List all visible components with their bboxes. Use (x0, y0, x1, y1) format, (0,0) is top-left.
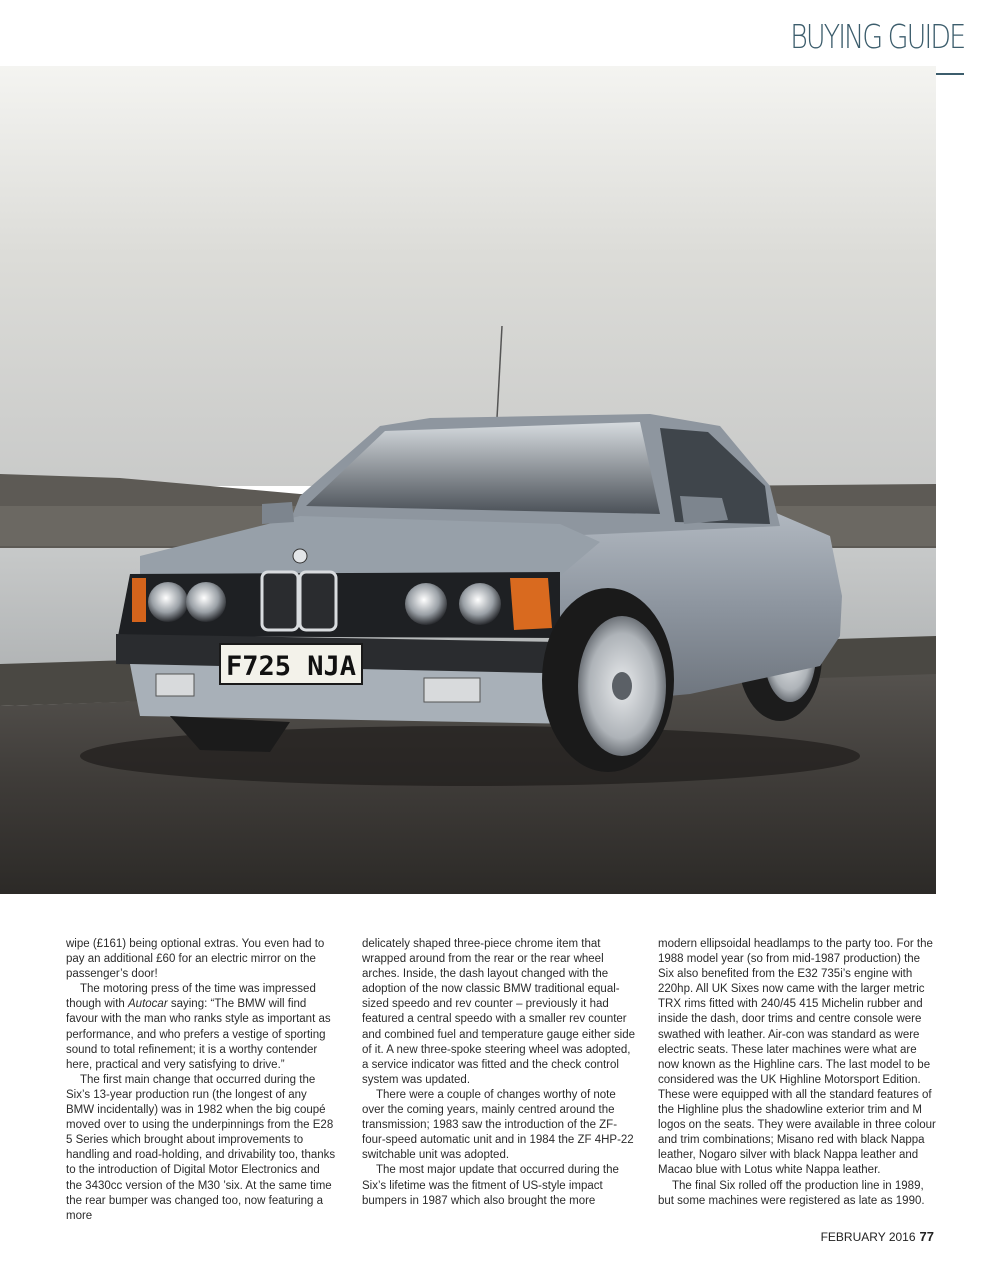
issue-date: FEBRUARY 2016 (820, 1230, 916, 1244)
paragraph: The final Six rolled off the production line in 1989, but some machines were registered as late as 1990. (658, 1179, 925, 1207)
headlamp (459, 583, 501, 625)
article-column (66, 937, 338, 1224)
paragraph: modern ellipsoidal headlamps to the party too. For the 1988 model year (so from mid-1987 production) the Six also benefited from the E32 735i’s engine with 220hp. All UK Sixes now came with the larger metric TRX rims fitted with 240/45 415 Michelin rubber and inside the dash, door trims and centre console were swathed with leather. Air-con was standard as were electric seats. These later machines were what are now known as the Highline cars. The last model to be considered was the UK Highline Motorsport Edition. These were equipped with all the standard features of the Highline plus the shadowline exterior trim and M logos on the seats. They were available in three colour and trim combinations; Misano red with black Nappa leather, Nogaro silver with black Nappa leather and Macao blue with Lotus white Nappa leather. (658, 938, 936, 1177)
kidney-grille (262, 572, 298, 630)
paragraph: The most major update that occurred during the Six’s lifetime was the fitment of US-style impact bumpers in 1987 which also brought the more (362, 1164, 619, 1207)
article-column (362, 937, 638, 1209)
headlamp (405, 583, 447, 625)
article-body (66, 937, 936, 1222)
car-photo (0, 66, 936, 894)
section-header (752, 18, 964, 56)
plate-text: F725 NJA (225, 651, 357, 682)
paragraph: The first main change that occurred during the Six’s 13-year production run (the longest of any BMW incidentally) was in 1982 when the big coupé moved over to using the underpinnings from the E28 5 Series which brought about improvements to handling and road-holding, and drivability too, thanks to the introduction of Digital Motor Electronics and the 3430cc version of the M30 ’six. At the same time the rear bumper was changed too, now featuring a more (66, 1073, 336, 1222)
paragraph: There were a couple of changes worthy of note over the coming years, mainly centred around the transmission; 1983 saw the introduction of the ZF-four-speed automatic unit and in 1984 the ZF 4HP-22 switchable unit was adopted. (362, 1088, 634, 1162)
section-title: BUYING GUIDE (790, 17, 964, 56)
bmw-badge (293, 549, 307, 563)
paragraph: wipe (£161) being optional extras. You even had to pay an additional £60 for an electric mirror on the passenger’s door! (66, 938, 325, 981)
publication-name: Autocar (128, 998, 168, 1011)
headlamp (186, 582, 226, 622)
page-number: 77 (919, 1229, 934, 1244)
kidney-grille (300, 572, 336, 630)
paragraph: delicately shaped three-piece chrome item that wrapped around from the rear or the rear wheel arches. Inside, the dash layout changed with the adoption of the now classic BMW traditional equal-sized speedo and rev counter – previously it had featured a central speedo with a smaller rev counter and combined fuel and temperature gauge either side of it. A new three-spoke steering wheel was adopted, a service indicator was fitted and the check control system was updated. (362, 938, 635, 1086)
headlamp (148, 582, 188, 622)
paragraph: The motoring press of the time was impressed though with Autocar saying: “The BMW will find favour with the man who ranks style as important as performance, and who prefers a vestige of sporting sound to total refinement; it is a worthy contender here, practical and very satisfying to drive.” (66, 983, 331, 1071)
article-column (658, 937, 938, 1209)
page-footer (821, 1229, 934, 1244)
